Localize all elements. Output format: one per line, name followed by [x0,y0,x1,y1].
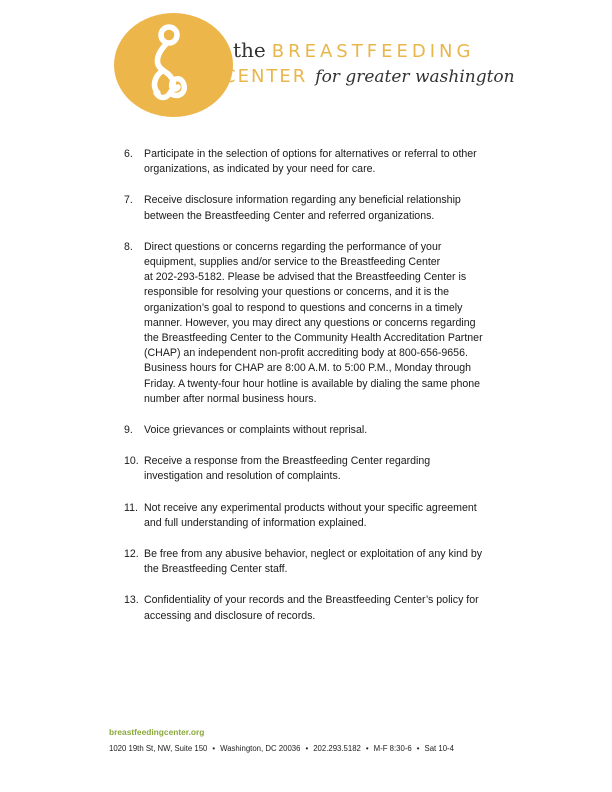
item-text: Participate in the selection of options for alternatives or referral to other organizations, as indicated by your need for care. [144,148,477,176]
footer-separator: • [416,744,420,753]
footer-hours-weekday: M-F 8:30-6 [373,744,412,753]
list-item [124,547,504,577]
item-text: Confidentiality of your records and the Breastfeeding Center’s policy for accessing and disclosure of records. [144,594,479,622]
list-item [124,454,504,484]
footer-phone: 202.293.5182 [313,744,361,753]
item-number: 8. [124,240,133,253]
brand-name: BREASTFEEDING [271,41,475,62]
footer-separator: • [365,744,369,753]
item-number: 7. [124,194,133,207]
item-text: Receive a response from the Breastfeeding Center regarding investigation and resolution of complaints. [144,455,431,483]
list-item [124,593,504,623]
item-number: 6. [124,148,133,160]
list-item [124,147,504,177]
footer-separator: • [305,744,309,753]
footer-city: Washington, DC 20036 [220,744,301,753]
footer-separator: • [212,744,216,753]
logo-mark [114,13,233,117]
item-text: Direct questions or concerns regarding the performance of your equipment, supplies and/or service to the Breastfeeding Center at 202-293-5182. Please be advised that the Breastfeeding Center is responsible for resolving your questions or concerns, and it is the organization’s goal to respond to questions and concerns in a timely manner. However, you may direct any questions or concerns regarding the Breastfeeding Center to the Community Health Accreditation Partner (CHAP) an independent non-profit accrediting body at 800-656-9656. Business hours for CHAP are 8:00 A.M. to 5:00 P.M., Monday through Friday. A twenty-four hour hotline is available by dialing the same phone number after normal business hours. [144,240,483,405]
brand-the: the [233,38,266,62]
list-item [124,240,504,407]
item-number: 12. [124,548,139,561]
list-item [124,193,504,223]
footer-website-link[interactable]: breastfeedingcenter.org [109,727,205,737]
item-number: 9. [124,424,133,437]
list-item [124,423,504,438]
brand-tagline: for greater washington [315,67,515,87]
footer-address-line [109,744,454,753]
item-number: 13. [124,594,139,607]
brand-wordmark [223,37,515,91]
item-text: Receive disclosure information regarding any beneficial relationship between the Breastfeeding Center and referred organizations. [144,194,461,222]
item-number: 10. [124,455,139,468]
brand-center: CENTER [223,66,308,87]
item-number: 11. [124,501,138,514]
item-text: Voice grievances or complaints without reprisal. [144,424,368,437]
item-text: Not receive any experimental products without your specific agreement and full understanding of information explained. [144,501,477,529]
rights-list [124,147,504,640]
item-text: Be free from any abusive behavior, neglect or exploitation of any kind by the Breastfeeding Center staff. [144,548,483,576]
footer-hours-saturday: Sat 10-4 [424,744,454,753]
footer-street: 1020 19th St, NW, Suite 150 [109,744,208,753]
list-item [124,501,504,531]
